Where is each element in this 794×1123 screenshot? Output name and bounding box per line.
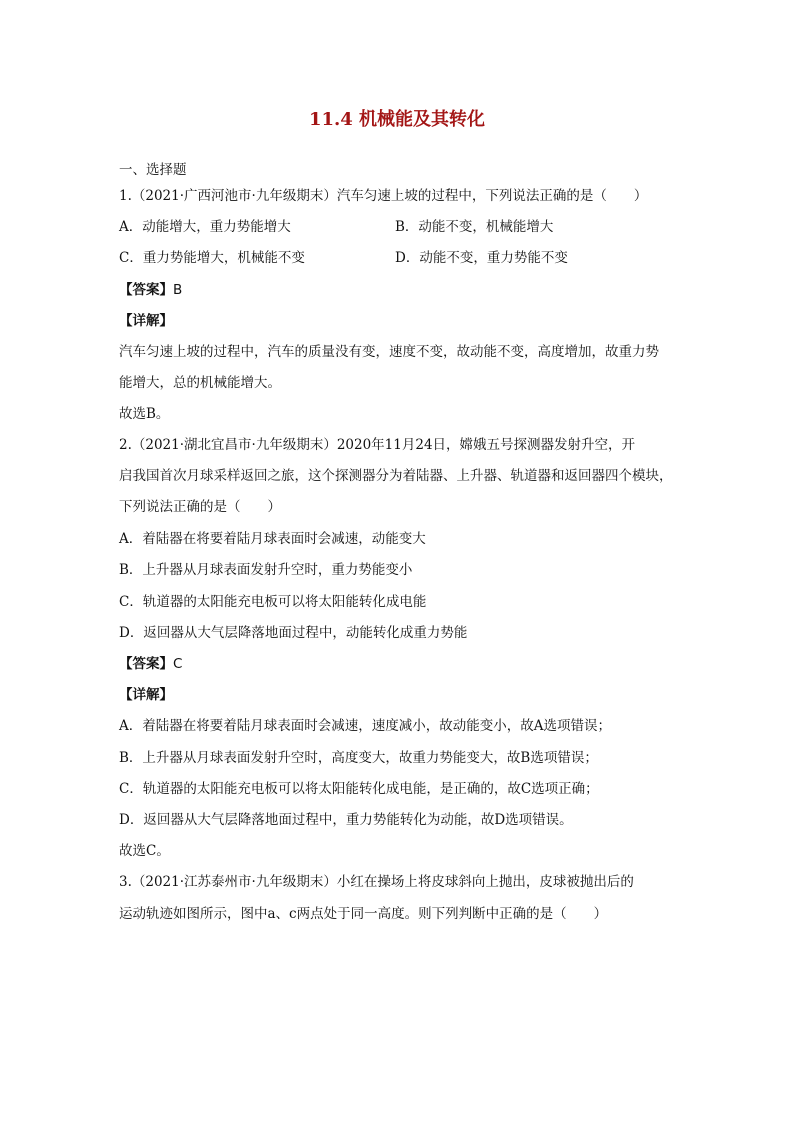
q1-choose: 故选B。	[119, 406, 170, 422]
q2-option-b: B．上升器从月球表面发射升空时，重力势能变小	[119, 562, 413, 578]
answer-label: 【答案】	[119, 656, 173, 672]
q2-explain-label: 【详解】	[119, 687, 173, 703]
answer-value: C	[173, 656, 183, 672]
q1-option-c: C．重力势能增大，机械能不变	[119, 250, 305, 266]
q2-stem-line1: 2.（2021·湖北宜昌市·九年级期末）2020年11月24日，嫦娥五号探测器发射升空，开	[119, 437, 636, 453]
q2-choose: 故选C。	[119, 843, 170, 859]
q2-option-d: D．返回器从大气层降落地面过程中，动能转化成重力势能	[119, 625, 468, 641]
q2-stem-line3: 下列说法正确的是（ ）	[119, 499, 281, 515]
q3-stem-line1: 3.（2021·江苏泰州市·九年级期末）小红在操场上将皮球斜向上抛出，皮球被抛出后的	[119, 874, 634, 890]
q2-explain-c: C．轨道器的太阳能充电板可以将太阳能转化成电能，是正确的，故C选项正确；	[119, 781, 599, 797]
q1-answer	[119, 281, 182, 299]
section-heading: 一、选择题	[119, 162, 187, 178]
q2-option-a: A．着陆器在将要着陆月球表面时会减速，动能变大	[119, 531, 426, 547]
page-title: 11.4 机械能及其转化	[308, 109, 486, 130]
q1-explain-label: 【详解】	[119, 313, 173, 329]
q1-option-b: B．动能不变，机械能增大	[395, 219, 554, 235]
q1-stem: 1.（2021·广西河池市·九年级期末）汽车匀速上坡的过程中，下列说法正确的是（ ）	[119, 188, 648, 204]
q1-options-row1	[119, 218, 554, 236]
q2-stem-line2: 启我国首次月球采样返回之旅，这个探测器分为着陆器、上升器、轨道器和返回器四个模块，	[119, 468, 673, 484]
q1-option-d: D．动能不变，重力势能不变	[395, 250, 568, 266]
q2-explain-a: A．着陆器在将要着陆月球表面时会减速，速度减小，故动能变小，故A选项错误；	[119, 718, 611, 734]
q2-explain-b: B．上升器从月球表面发射升空时，高度变大，故重力势能变大，故B选项错误；	[119, 750, 598, 766]
q2-option-c: C．轨道器的太阳能充电板可以将太阳能转化成电能	[119, 594, 427, 610]
answer-label: 【答案】	[119, 282, 173, 298]
q1-explain-line1: 汽车匀速上坡的过程中，汽车的质量没有变，速度不变，故动能不变，高度增加，故重力势	[119, 344, 659, 360]
q1-option-a: A．动能增大，重力势能增大	[119, 219, 291, 235]
q2-answer	[119, 655, 182, 673]
q3-stem-line2: 运动轨迹如图所示，图中a、c两点处于同一高度。则下列判断中正确的是（ ）	[119, 906, 608, 922]
answer-value: B	[173, 282, 183, 298]
q2-explain-d: D．返回器从大气层降落地面过程中，重力势能转化为动能，故D选项错误。	[119, 812, 573, 828]
q1-options-row2	[119, 249, 568, 267]
q1-explain-line2: 能增大，总的机械能增大。	[119, 375, 281, 391]
